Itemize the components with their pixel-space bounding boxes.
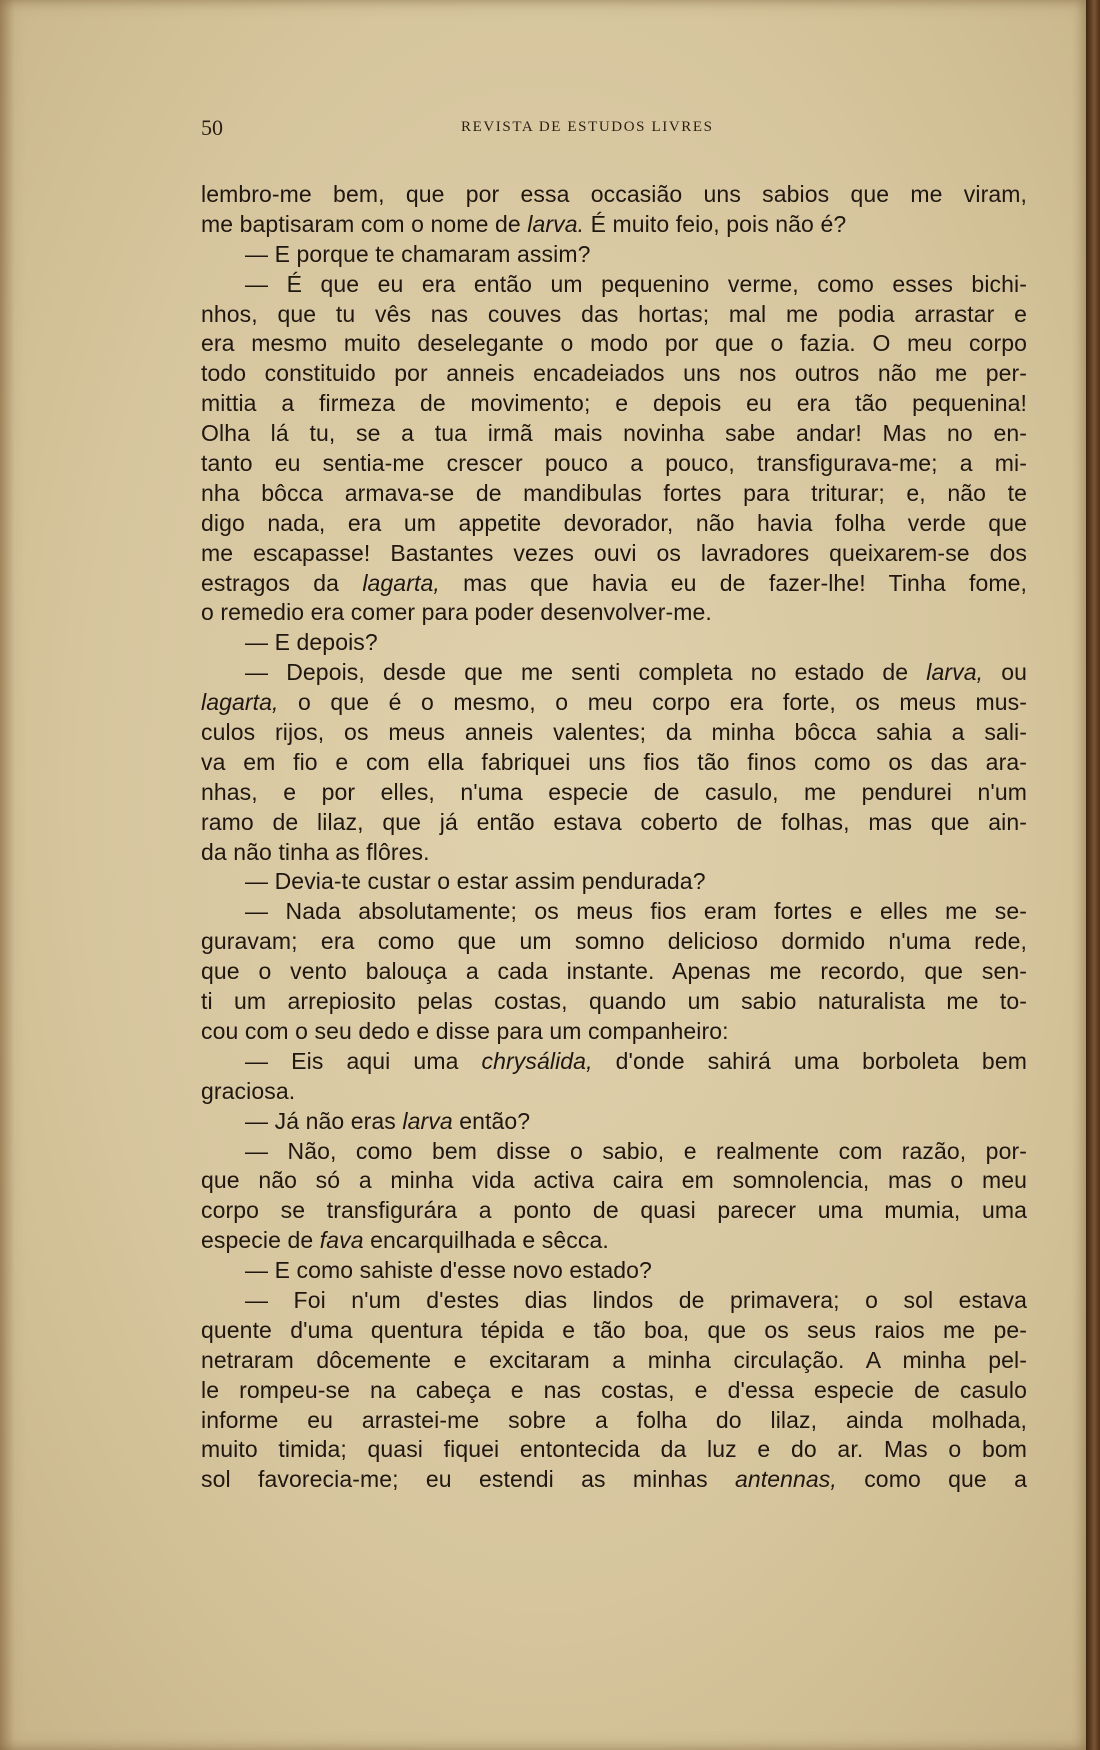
text-fragment: estragos da [201,569,363,596]
italic-term: lagarta, [201,689,279,716]
page-number: 50 [201,115,223,140]
text-line [201,1316,1027,1346]
text-line [201,658,1027,688]
text-fragment: mittia a firmeza de movimento; e depois eu era tão pequenina! [201,390,1027,417]
text-line [201,1406,1027,1436]
text-fragment: — Eis aqui uma [245,1047,482,1074]
text-line [201,748,1027,778]
text-line [201,987,1027,1017]
text-fragment: ti um arrepiosito pelas costas, quando um sabio naturalista me to- [201,988,1027,1015]
text-line [201,598,1027,628]
text-fragment: — Já não eras [245,1107,403,1134]
text-fragment: todo constituido por anneis encadeiados uns nos outros não me per- [201,360,1027,387]
text-fragment: tanto eu sentia-me crescer pouco a pouco, transfigurava-me; a mi- [201,450,1027,477]
text-line [201,509,1027,539]
text-line [201,1465,1027,1495]
text-line [201,479,1027,509]
text-fragment: va em fio e com ella fabriquei uns fios tão finos como os das ara- [201,748,1027,775]
text-line [201,1196,1027,1226]
text-fragment: — Nada absolutamente; os meus fios eram fortes e elles me se- [245,898,1027,925]
text-line [201,628,1027,658]
italic-term: chrysálida, [481,1047,593,1074]
text-fragment: nhas, e por elles, n'uma especie de casulo, me pendurei n'um [201,778,1027,805]
text-line [201,1256,1027,1286]
text-fragment: então? [452,1107,531,1134]
text-fragment: — E como sahiste d'esse novo estado? [245,1257,652,1284]
text-fragment: É muito feio, pois não é? [584,210,847,237]
text-line [201,569,1027,599]
page-header [201,115,761,143]
text-line [201,718,1027,748]
text-line [201,838,1027,868]
text-fragment: Olha lá tu, se a tua irmã mais novinha sabe andar! Mas no en- [201,420,1027,447]
text-line [201,539,1027,569]
text-fragment: ou [983,659,1027,686]
text-fragment: muito timida; quasi fiquei entontecida da luz e do ar. Mas o bom [201,1436,1027,1463]
italic-term: larva, [926,659,984,686]
text-fragment: me baptisaram com o nome de [201,210,528,237]
body-text [201,180,1027,1495]
text-line [201,1166,1027,1196]
text-line [201,210,1027,240]
text-line [201,419,1027,449]
text-fragment: — É que eu era então um pequenino verme, como esses bichi- [245,270,1027,297]
text-fragment: que não só a minha vida activa caira em somnolencia, mas o meu [201,1167,1027,1194]
text-fragment: nhos, que tu vês nas couves das hortas; mal me podia arrastar e [201,300,1027,327]
text-fragment: — Depois, desde que me senti completa no estado de [245,659,927,686]
text-line [201,897,1027,927]
text-line [201,1137,1027,1167]
text-fragment: especie de [201,1227,320,1254]
text-fragment: — E depois? [245,629,378,656]
text-line [201,1346,1027,1376]
text-fragment: d'onde sahirá uma borboleta bem [592,1047,1027,1074]
text-line [201,808,1027,838]
text-fragment: cou com o seu dedo e disse para um companheiro: [201,1017,729,1044]
book-spine [1086,0,1100,1750]
text-fragment: — Não, como bem disse o sabio, e realmente com razão, por- [245,1137,1027,1164]
italic-term: larva [402,1107,453,1134]
italic-term: antennas, [734,1466,837,1493]
text-line [201,329,1027,359]
text-fragment: informe eu arrastei-me sobre a folha do lilaz, ainda molhada, [201,1406,1027,1433]
text-line [201,778,1027,808]
text-fragment: ramo de lilaz, que já então estava coberto de folhas, mas que ain- [201,808,1027,835]
italic-term: lagarta, [362,569,440,596]
text-fragment: quente d'uma quentura tépida e tão boa, que os seus raios me pe- [201,1316,1027,1343]
text-line [201,300,1027,330]
text-fragment: encarquilhada e sêcca. [363,1227,609,1254]
text-line [201,1017,1027,1047]
text-line [201,1077,1027,1107]
text-fragment: graciosa. [201,1077,296,1104]
text-line [201,957,1027,987]
text-line [201,389,1027,419]
text-line [201,270,1027,300]
text-line [201,1435,1027,1465]
text-fragment: guravam; era como que um somno delicioso dormido n'uma rede, [201,928,1027,955]
text-fragment: da não tinha as flôres. [201,838,430,865]
text-line [201,927,1027,957]
text-fragment: corpo se transfigurára a ponto de quasi parecer uma mumia, uma [201,1197,1027,1224]
text-fragment: le rompeu-se na cabeça e nas costas, e d'essa especie de casulo [201,1376,1027,1403]
text-line [201,688,1027,718]
text-line [201,1376,1027,1406]
text-fragment: era mesmo muito deselegante o modo por que o fazia. O meu corpo [201,330,1027,357]
italic-term: larva. [527,210,585,237]
text-line [201,449,1027,479]
text-line [201,1226,1027,1256]
text-fragment: o remedio era comer para poder desenvolver-me. [201,599,712,626]
text-fragment: — E porque te chamaram assim? [245,240,591,267]
text-line [201,1047,1027,1077]
text-fragment: nha bôcca armava-se de mandibulas fortes para triturar; e, não te [201,479,1027,506]
text-fragment: sol favorecia-me; eu estendi as minhas [201,1466,735,1493]
text-fragment: como que a [836,1466,1027,1493]
text-fragment: o que é o mesmo, o meu corpo era forte, os meus mus- [278,689,1027,716]
text-fragment: culos rijos, os meus anneis valentes; da minha bôcca sahia a sali- [201,719,1027,746]
text-fragment: me escapasse! Bastantes vezes ouvi os lavradores queixarem-se dos [201,539,1027,566]
running-head: REVISTA DE ESTUDOS LIVRES [461,119,714,135]
text-line [201,1107,1027,1137]
italic-term: fava [319,1227,364,1254]
text-fragment: mas que havia eu de fazer-lhe! Tinha fome, [439,569,1027,596]
page-edge-shadow [0,0,14,1750]
text-line [201,1286,1027,1316]
text-fragment: que o vento balouça a cada instante. Apenas me recordo, que sen- [201,958,1027,985]
text-fragment: lembro-me bem, que por essa occasião uns sabios que me viram, [201,181,1027,207]
text-line [201,867,1027,897]
text-line [201,240,1027,270]
text-fragment: netraram dôcemente e excitaram a minha circulação. A minha pel- [201,1346,1027,1373]
text-line [201,180,1027,210]
text-fragment: — Foi n'um d'estes dias lindos de primavera; o sol estava [245,1286,1027,1313]
text-fragment: digo nada, era um appetite devorador, não havia folha verde que [201,509,1027,536]
text-fragment: — Devia-te custar o estar assim pendurada? [245,868,706,895]
text-line [201,359,1027,389]
